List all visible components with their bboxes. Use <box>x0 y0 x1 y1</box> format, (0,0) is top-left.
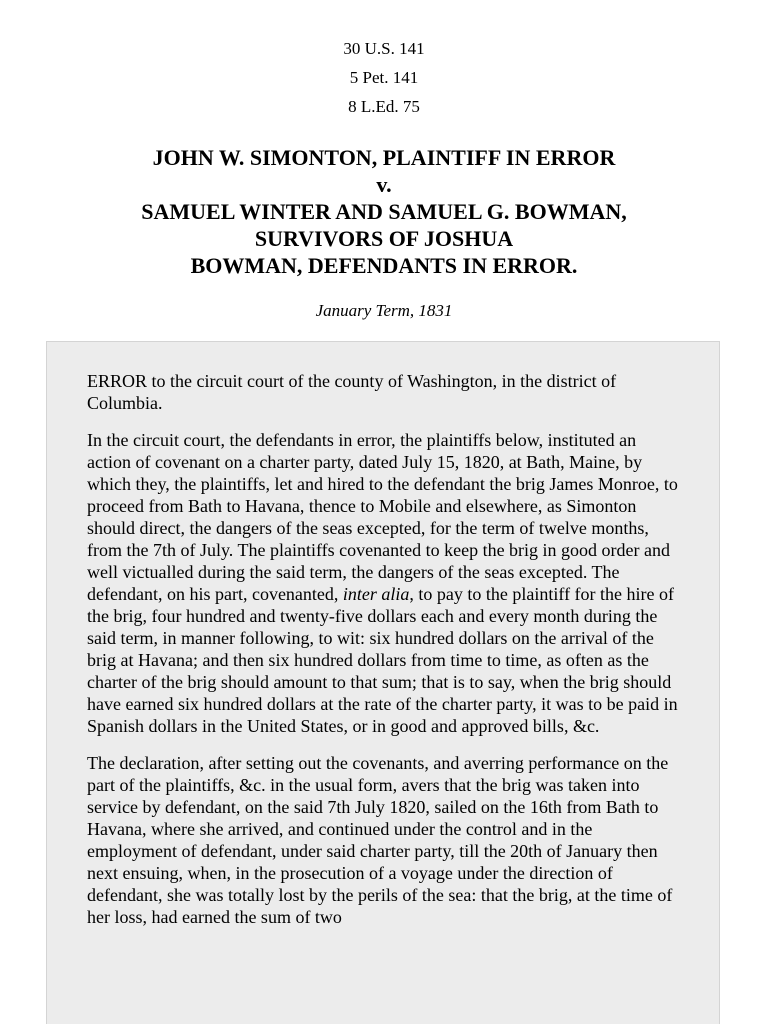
paragraph-circuit-court <box>87 429 679 737</box>
title-versus: v. <box>376 172 392 197</box>
opinion-text-panel <box>46 341 720 1024</box>
title-defendants-3: BOWMAN, DEFENDANTS IN ERROR. <box>190 253 578 278</box>
paragraph-error: ERROR to the circuit court of the county of Washington, in the district of Columbia. <box>87 371 617 413</box>
paragraph-circuit-court-text-2: , to pay to the plaintiff for the hire of the brig, four hundred and twenty-five dollars each and every month during the said term, in manner following, to wit: six hundred dollars on the arrival of the brig at Havana; and then six hundred dollars from time to time, as often as the charter of the brig should amount to that sum; that is to say, when the brig should have earned six hundred dollars at the rate of the charter party, it was to be paid in Spanish dollars in the United States, or in good and approved bills, &c. <box>87 584 678 736</box>
citations <box>0 34 768 121</box>
title-defendants-2: SURVIVORS OF JOSHUA <box>254 226 514 251</box>
case-title <box>0 144 768 279</box>
citation-peters: 5 Pet. 141 <box>349 68 419 87</box>
court-term: January Term, 1831 <box>315 301 453 320</box>
paragraph-circuit-court-text-1: In the circuit court, the defendants in error, the plaintiffs below, instituted an action of covenant on a charter party, dated July 15, 1820, at Bath, Maine, by which they, the plaintiffs, let and hired to the defendant the brig James Monroe, to proceed from Bath to Havana, thence to Mobile and elsewhere, as Simonton should direct, the dangers of the seas excepted, for the term of twelve months, from the 7th of July. The plaintiffs covenanted to keep the brig in good order and well victualled during the said term, the dangers of the seas excepted. The defendant, on his part, covenanted, <box>87 430 678 604</box>
title-defendants-1: SAMUEL WINTER AND SAMUEL G. BOWMAN, <box>141 199 627 224</box>
citation-us-reports: 30 U.S. 141 <box>343 39 425 58</box>
title-plaintiff: JOHN W. SIMONTON, PLAINTIFF IN ERROR <box>152 145 616 170</box>
opinion-body <box>47 342 719 928</box>
inter-alia-italic: inter alia <box>342 584 410 604</box>
citation-lawyers-edition: 8 L.Ed. 75 <box>348 97 420 116</box>
paragraph-declaration: The declaration, after setting out the covenants, and averring performance on the part of the plaintiffs, &c. in the usual form, avers that the brig was taken into service by defendant, on the said 7th July 1820, sailed on the 16th from Bath to Havana, where she arrived, and continued under the control and in the employment of defendant, under said charter party, till the 20th of January then next ensuing, when, in the prosecution of a voyage under the direction of defendant, she was totally lost by the perils of the sea: that the brig, at the time of her loss, had earned the sum of two <box>87 753 673 927</box>
